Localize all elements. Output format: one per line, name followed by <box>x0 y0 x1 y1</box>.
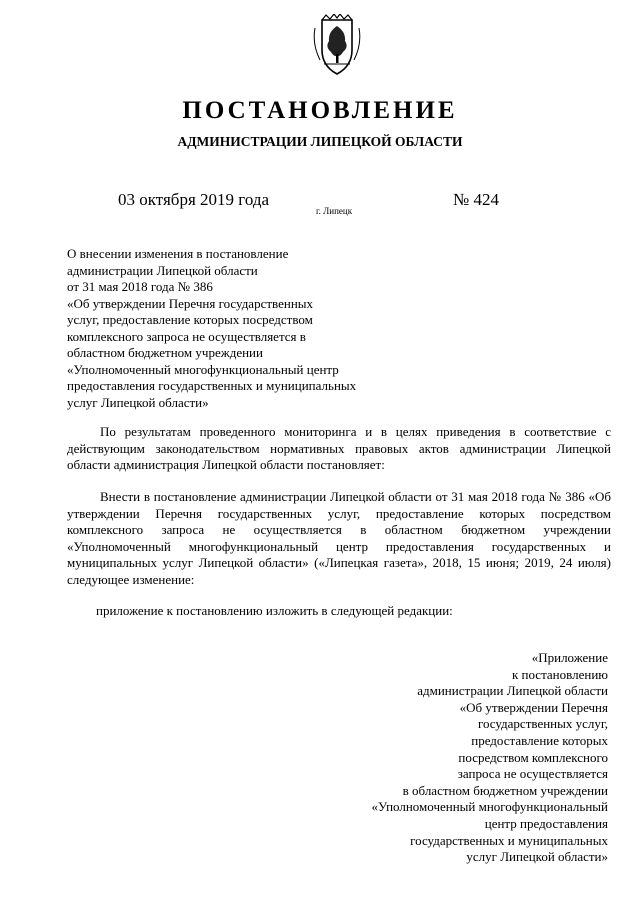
appendix-line: посредством комплексного <box>458 749 608 765</box>
appendix-line: запроса не осуществляется <box>457 766 608 782</box>
document-number: № 424 <box>453 190 499 209</box>
subject-line: услуг Липецкой области» <box>67 394 209 410</box>
document-issuer: АДМИНИСТРАЦИИ ЛИПЕЦКОЙ ОБЛАСТИ <box>177 134 463 149</box>
appendix-line: «Приложение <box>531 650 608 665</box>
subject-line: областном бюджетном учреждении <box>67 345 263 360</box>
appendix-line: центр предоставления <box>484 815 608 831</box>
appendix-line: государственных и муниципальных <box>410 832 608 848</box>
subject-line: «Уполномоченный многофункциональный центр <box>67 361 339 377</box>
subject-line: администрации Липецкой области <box>67 262 258 278</box>
appendix-line: к постановлению <box>511 666 608 682</box>
document-title: ПОСТАНОВЛЕНИЕ <box>182 97 458 124</box>
subject-line: комплексного запроса не осуществляется в <box>67 328 306 344</box>
appendix-line: услуг Липецкой области» <box>466 849 608 865</box>
document-subject <box>67 246 397 411</box>
subject-line: О внесении изменения в постановление <box>67 246 289 261</box>
appendix-heading <box>372 650 608 866</box>
subject-line: от 31 мая 2018 года № 386 <box>67 279 213 294</box>
appendix-line: администрации Липецкой области <box>417 683 608 699</box>
appendix-line: предоставление которых <box>471 732 608 748</box>
document-date: 03 октября 2019 года <box>118 190 270 209</box>
appendix-line: в областном бюджетном учреждении <box>402 782 608 798</box>
appendix-line: «Уполномоченный многофункциональный <box>371 799 608 815</box>
appendix-line: «Об утверждении Перечня <box>459 699 608 715</box>
subject-line: услуг, предоставление которых посредством <box>67 312 313 327</box>
subject-line: «Об утверждении Перечня государственных <box>67 295 314 311</box>
body-paragraph-preamble: По результатам проведенного мониторинга и в целях приведения в соответствие с действующим законодательством нормативных правовых актов администрации Липецкой области администрация Липецкой области постановляет: <box>67 424 611 472</box>
body-paragraph-instruction: приложение к постановлению изложить в следующей редакции: <box>96 603 453 618</box>
appendix-line: государственных услуг, <box>477 716 608 732</box>
coat-of-arms-emblem <box>312 14 362 78</box>
body-paragraph-amendment: Внести в постановление администрации Липецкой области от 31 мая 2018 года № 386 «Об утверждении Перечня государственных услуг, предоставление которых посредством комплексного запроса не осуществляется в областном бюджетном учреждении «Уполномоченный многофункциональный центр предоставления государственных и муниципальных услуг Липецкой области» («Липецкая газета», 2018, 15 июня; 2019, 24 июля) следующее изменение: <box>67 489 611 587</box>
subject-line: предоставления государственных и муниципальных <box>67 378 357 393</box>
document-city: г. Липецк <box>316 206 353 216</box>
